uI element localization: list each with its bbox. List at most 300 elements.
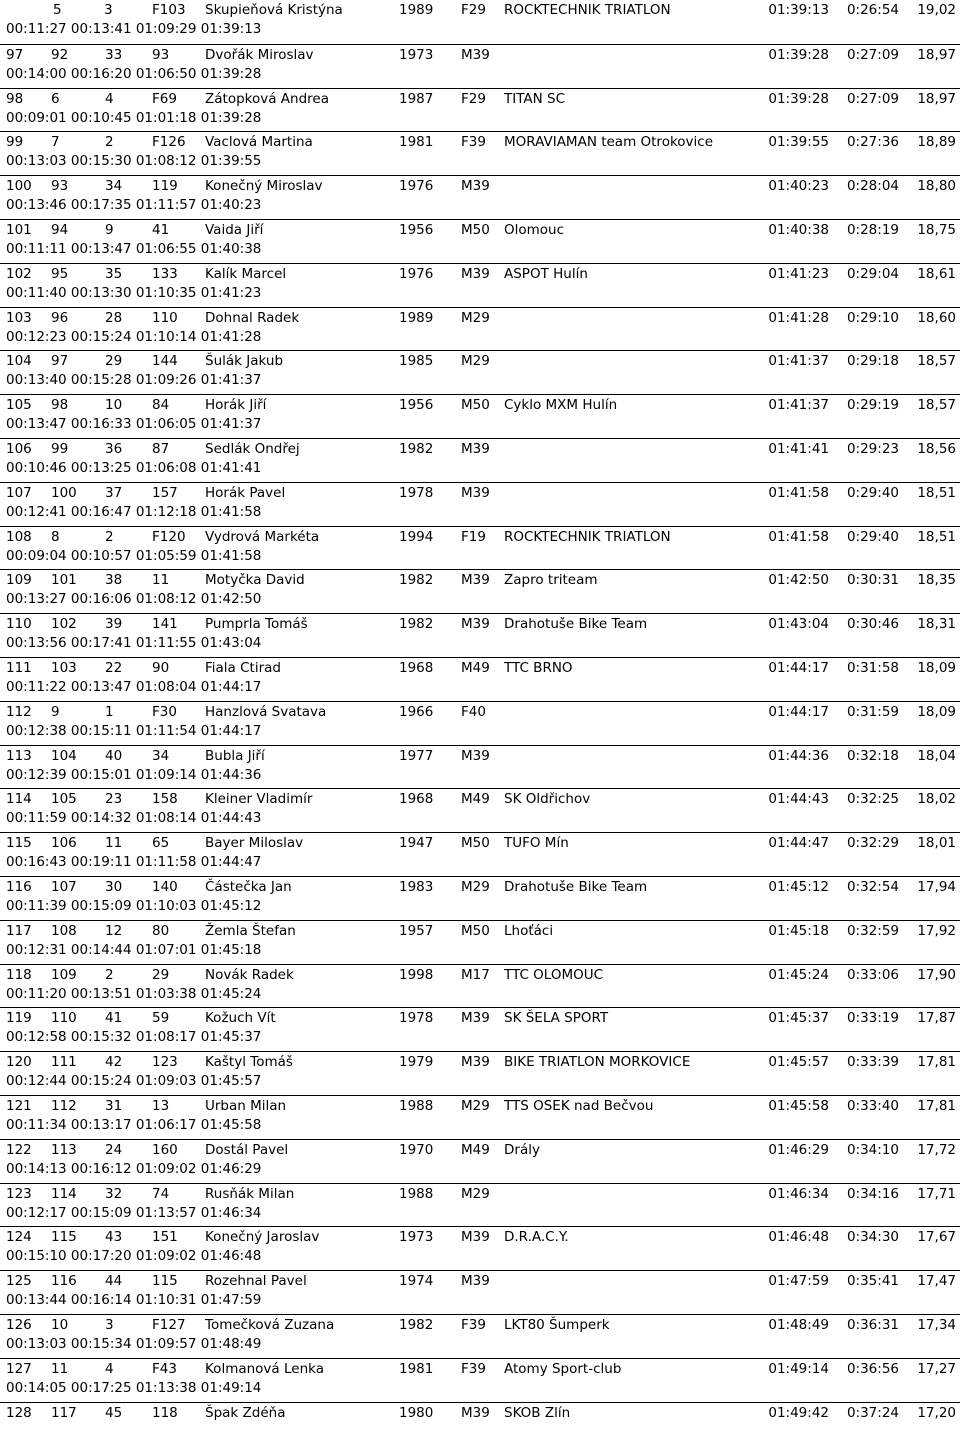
split-times: 00:13:40 00:15:28 01:09:26 01:41:37 <box>6 370 261 390</box>
average-speed: 18,57 <box>917 395 956 415</box>
category-rank: 96 <box>51 308 68 328</box>
category-rank: 112 <box>51 1096 77 1116</box>
age-category: M39 <box>461 570 490 590</box>
result-line <box>0 746 960 766</box>
finish-time: 01:44:47 <box>768 833 829 853</box>
gender-rank: 39 <box>105 614 122 634</box>
table-row <box>0 526 960 570</box>
age-category: F39 <box>461 132 486 152</box>
result-line <box>0 483 960 503</box>
athlete-name: Hanzlová Svatava <box>205 702 326 722</box>
overall-rank: 128 <box>6 1403 32 1423</box>
age-category: F40 <box>461 702 486 722</box>
category-rank: 107 <box>51 877 77 897</box>
result-line <box>0 45 960 65</box>
splits-line <box>0 414 960 434</box>
table-row <box>0 788 960 832</box>
time-behind: 0:33:39 <box>847 1052 899 1072</box>
time-behind: 0:37:24 <box>847 1403 899 1423</box>
table-row <box>0 263 960 307</box>
splits-line <box>0 1290 960 1310</box>
time-behind: 0:30:31 <box>847 570 899 590</box>
overall-rank: 100 <box>6 176 32 196</box>
splits-line <box>0 765 960 785</box>
age-category: M29 <box>461 1096 490 1116</box>
time-behind: 0:29:23 <box>847 439 899 459</box>
finish-time: 01:44:17 <box>768 702 829 722</box>
age-category: M50 <box>461 921 490 941</box>
overall-rank: 113 <box>6 746 32 766</box>
club-name: LKT80 Šumperk <box>504 1315 610 1335</box>
table-row <box>0 657 960 701</box>
birth-year: 1970 <box>399 1140 433 1160</box>
category-rank: 114 <box>51 1184 77 1204</box>
category-rank: 97 <box>51 351 68 371</box>
start-number: 144 <box>152 351 178 371</box>
table-row <box>0 1095 960 1139</box>
gender-rank: 2 <box>105 527 114 547</box>
time-behind: 0:32:29 <box>847 833 899 853</box>
age-category: M29 <box>461 351 490 371</box>
finish-time: 01:45:58 <box>768 1096 829 1116</box>
split-times: 00:12:58 00:15:32 01:08:17 01:45:37 <box>6 1027 261 1047</box>
average-speed: 17,72 <box>917 1140 956 1160</box>
time-behind: 0:29:04 <box>847 264 899 284</box>
club-name: TTC BRNO <box>504 658 573 678</box>
birth-year: 1983 <box>399 877 433 897</box>
finish-time: 01:46:48 <box>768 1227 829 1247</box>
split-times: 00:13:03 00:15:34 01:09:57 01:48:49 <box>6 1334 261 1354</box>
club-name: Drály <box>504 1140 540 1160</box>
athlete-name: Novák Radek <box>205 965 294 985</box>
category-rank: 115 <box>51 1227 77 1247</box>
overall-rank: 118 <box>6 965 32 985</box>
athlete-name: Zátopková Andrea <box>205 89 329 109</box>
gender-rank: 29 <box>105 351 122 371</box>
time-behind: 0:33:40 <box>847 1096 899 1116</box>
category-rank: 108 <box>51 921 77 941</box>
gender-rank: 3 <box>105 1315 114 1335</box>
table-row <box>0 569 960 613</box>
athlete-name: Vaclová Martina <box>205 132 313 152</box>
start-number: 65 <box>152 833 169 853</box>
start-number: 74 <box>152 1184 169 1204</box>
start-number: F43 <box>152 1359 177 1379</box>
overall-rank: 102 <box>6 264 32 284</box>
result-line <box>0 1052 960 1072</box>
gender-rank: 33 <box>105 45 122 65</box>
club-name: Drahotuše Bike Team <box>504 614 647 634</box>
category-rank: 117 <box>51 1403 77 1423</box>
average-speed: 17,27 <box>917 1359 956 1379</box>
category-rank: 94 <box>51 220 68 240</box>
start-number: 140 <box>152 877 178 897</box>
category-rank: 106 <box>51 833 77 853</box>
average-speed: 18,35 <box>917 570 956 590</box>
table-row <box>0 350 960 394</box>
category-rank: 100 <box>51 483 77 503</box>
split-times: 00:11:40 00:13:30 01:10:35 01:41:23 <box>6 283 261 303</box>
table-row <box>0 131 960 175</box>
table-row <box>0 1358 960 1402</box>
overall-rank: 5 <box>53 0 62 20</box>
gender-rank: 38 <box>105 570 122 590</box>
splits-line <box>0 502 960 522</box>
age-category: M50 <box>461 833 490 853</box>
gender-rank: 43 <box>105 1227 122 1247</box>
club-name: TITAN SC <box>504 89 565 109</box>
time-behind: 0:32:54 <box>847 877 899 897</box>
gender-rank: 31 <box>105 1096 122 1116</box>
table-row <box>0 307 960 351</box>
average-speed: 18,75 <box>917 220 956 240</box>
average-speed: 17,67 <box>917 1227 956 1247</box>
age-category: M39 <box>461 1271 490 1291</box>
splits-line <box>0 239 960 259</box>
result-line <box>0 1227 960 1247</box>
table-row <box>0 1226 960 1270</box>
splits-line <box>0 19 960 39</box>
age-category: M49 <box>461 1140 490 1160</box>
start-number: F127 <box>152 1315 186 1335</box>
finish-time: 01:39:13 <box>768 0 829 20</box>
age-category: M39 <box>461 439 490 459</box>
age-category: M39 <box>461 176 490 196</box>
average-speed: 18,57 <box>917 351 956 371</box>
average-speed: 18,09 <box>917 702 956 722</box>
average-speed: 17,71 <box>917 1184 956 1204</box>
average-speed: 17,81 <box>917 1096 956 1116</box>
category-rank: 113 <box>51 1140 77 1160</box>
start-number: 34 <box>152 746 169 766</box>
result-line <box>0 0 960 20</box>
gender-rank: 37 <box>105 483 122 503</box>
gender-rank: 41 <box>105 1008 122 1028</box>
table-row <box>0 876 960 920</box>
birth-year: 1979 <box>399 1052 433 1072</box>
finish-time: 01:40:23 <box>768 176 829 196</box>
split-times: 00:12:41 00:16:47 01:12:18 01:41:58 <box>6 502 261 522</box>
overall-rank: 101 <box>6 220 32 240</box>
splits-line <box>0 721 960 741</box>
finish-time: 01:44:43 <box>768 789 829 809</box>
gender-rank: 45 <box>105 1403 122 1423</box>
finish-time: 01:46:29 <box>768 1140 829 1160</box>
club-name: Olomouc <box>504 220 564 240</box>
birth-year: 1988 <box>399 1184 433 1204</box>
time-behind: 0:32:18 <box>847 746 899 766</box>
club-name: Lhoťáci <box>504 921 553 941</box>
time-behind: 0:31:59 <box>847 702 899 722</box>
result-line <box>0 176 960 196</box>
club-name: TTS OSEK nad Bečvou <box>504 1096 653 1116</box>
overall-rank: 107 <box>6 483 32 503</box>
split-times: 00:12:39 00:15:01 01:09:14 01:44:36 <box>6 765 261 785</box>
age-category: M39 <box>461 746 490 766</box>
birth-year: 1985 <box>399 351 433 371</box>
gender-rank: 36 <box>105 439 122 459</box>
start-number: 84 <box>152 395 169 415</box>
age-category: M39 <box>461 1403 490 1423</box>
start-number: 59 <box>152 1008 169 1028</box>
splits-line <box>0 984 960 1004</box>
overall-rank: 99 <box>6 132 23 152</box>
split-times: 00:15:10 00:17:20 01:09:02 01:46:48 <box>6 1246 261 1266</box>
result-line <box>0 1184 960 1204</box>
finish-time: 01:41:23 <box>768 264 829 284</box>
birth-year: 1973 <box>399 1227 433 1247</box>
birth-year: 1956 <box>399 395 433 415</box>
athlete-name: Dvořák Miroslav <box>205 45 314 65</box>
finish-time: 01:41:58 <box>768 483 829 503</box>
time-behind: 0:29:10 <box>847 308 899 328</box>
category-rank: 9 <box>51 702 60 722</box>
result-line <box>0 702 960 722</box>
club-name: Atomy Sport-club <box>504 1359 621 1379</box>
age-category: M39 <box>461 1052 490 1072</box>
athlete-name: Motyčka David <box>205 570 305 590</box>
age-category: F39 <box>461 1359 486 1379</box>
gender-rank: F103 <box>152 0 186 20</box>
splits-line <box>0 940 960 960</box>
average-speed: 18,51 <box>917 483 956 503</box>
finish-time: 01:42:50 <box>768 570 829 590</box>
age-category: M39 <box>461 45 490 65</box>
birth-year: 1968 <box>399 658 433 678</box>
club-name: TTC OLOMOUC <box>504 965 603 985</box>
category-rank: 99 <box>51 439 68 459</box>
birth-year: 1976 <box>399 264 433 284</box>
average-speed: 17,34 <box>917 1315 956 1335</box>
birth-year: 1978 <box>399 1008 433 1028</box>
club-name: BIKE TRIATLON MORKOVICE <box>504 1052 690 1072</box>
finish-time: 01:44:36 <box>768 746 829 766</box>
result-line <box>0 833 960 853</box>
birth-year: 1989 <box>399 0 433 20</box>
average-speed: 18,97 <box>917 89 956 109</box>
split-times: 00:11:11 00:13:47 01:06:55 01:40:38 <box>6 239 261 259</box>
category-rank: 111 <box>51 1052 77 1072</box>
overall-rank: 126 <box>6 1315 32 1335</box>
club-name: TUFO Mín <box>504 833 569 853</box>
birth-year: 1956 <box>399 220 433 240</box>
overall-rank: 119 <box>6 1008 32 1028</box>
start-number: 160 <box>152 1140 178 1160</box>
finish-time: 01:39:28 <box>768 45 829 65</box>
table-row <box>0 1007 960 1051</box>
club-name: D.R.A.C.Y. <box>504 1227 569 1247</box>
gender-rank: 32 <box>105 1184 122 1204</box>
time-behind: 0:34:30 <box>847 1227 899 1247</box>
result-line <box>0 395 960 415</box>
age-category: M39 <box>461 614 490 634</box>
split-times: 00:12:31 00:14:44 01:07:01 01:45:18 <box>6 940 261 960</box>
time-behind: 0:34:10 <box>847 1140 899 1160</box>
result-line <box>0 789 960 809</box>
athlete-name: Vydrová Markéta <box>205 527 319 547</box>
athlete-name: Tomečková Zuzana <box>205 1315 334 1335</box>
overall-rank: 97 <box>6 45 23 65</box>
split-times: 00:12:44 00:15:24 01:09:03 01:45:57 <box>6 1071 261 1091</box>
birth-year: 1994 <box>399 527 433 547</box>
birth-year: 1966 <box>399 702 433 722</box>
gender-rank: 4 <box>105 89 114 109</box>
average-speed: 18,60 <box>917 308 956 328</box>
age-category: M39 <box>461 1008 490 1028</box>
table-row <box>0 88 960 132</box>
average-speed: 17,94 <box>917 877 956 897</box>
splits-line <box>0 589 960 609</box>
birth-year: 1982 <box>399 1315 433 1335</box>
finish-time: 01:40:38 <box>768 220 829 240</box>
start-number: Skupieňová Kristýna <box>205 0 343 20</box>
time-behind: 0:28:19 <box>847 220 899 240</box>
average-speed: 17,20 <box>917 1403 956 1423</box>
time-behind: 0:27:36 <box>847 132 899 152</box>
start-number: 41 <box>152 220 169 240</box>
finish-time: 01:45:37 <box>768 1008 829 1028</box>
time-behind: 0:28:04 <box>847 176 899 196</box>
gender-rank: 35 <box>105 264 122 284</box>
category-rank: 10 <box>51 1315 68 1335</box>
gender-rank: 9 <box>105 220 114 240</box>
result-line <box>0 965 960 985</box>
birth-year: 1981 <box>399 132 433 152</box>
result-line <box>0 1271 960 1291</box>
split-times: 00:12:23 00:15:24 01:10:14 01:41:28 <box>6 327 261 347</box>
result-line <box>0 1315 960 1335</box>
overall-rank: 111 <box>6 658 32 678</box>
split-times: 00:13:27 00:16:06 01:08:12 01:42:50 <box>6 589 261 609</box>
table-row <box>0 1402 960 1445</box>
time-behind: 0:32:25 <box>847 789 899 809</box>
birth-year: 1973 <box>399 45 433 65</box>
athlete-name: Kaštyl Tomáš <box>205 1052 293 1072</box>
club-name: Cyklo MXM Hulín <box>504 395 617 415</box>
gender-rank: 10 <box>105 395 122 415</box>
time-behind: 0:27:09 <box>847 45 899 65</box>
overall-rank: 123 <box>6 1184 32 1204</box>
category-rank: 110 <box>51 1008 77 1028</box>
result-line <box>0 264 960 284</box>
athlete-name: Rozehnal Pavel <box>205 1271 307 1291</box>
category-rank: 102 <box>51 614 77 634</box>
result-line <box>0 308 960 328</box>
club-name: MORAVIAMAN team Otrokovice <box>504 132 713 152</box>
average-speed: 18,97 <box>917 45 956 65</box>
split-times: 00:11:39 00:15:09 01:10:03 01:45:12 <box>6 896 261 916</box>
finish-time: 01:39:55 <box>768 132 829 152</box>
split-times: 00:11:27 00:13:41 01:09:29 01:39:13 <box>6 19 261 39</box>
start-number: 93 <box>152 45 169 65</box>
splits-line <box>0 458 960 478</box>
result-line <box>0 1359 960 1379</box>
split-times: 00:13:47 00:16:33 01:06:05 01:41:37 <box>6 414 261 434</box>
splits-line <box>0 1027 960 1047</box>
club-name: SKOB Zlín <box>504 1403 570 1423</box>
time-behind: 0:29:40 <box>847 483 899 503</box>
average-speed: 18,51 <box>917 527 956 547</box>
athlete-name: Bayer Miloslav <box>205 833 303 853</box>
time-behind: 0:29:19 <box>847 395 899 415</box>
split-times: 00:09:01 00:10:45 01:01:18 01:39:28 <box>6 108 261 128</box>
athlete-name: Rusňák Milan <box>205 1184 294 1204</box>
split-times: 00:11:20 00:13:51 01:03:38 01:45:24 <box>6 984 261 1004</box>
table-row <box>0 1270 960 1314</box>
category-rank: 92 <box>51 45 68 65</box>
result-line <box>0 1008 960 1028</box>
overall-rank: 112 <box>6 702 32 722</box>
overall-rank: 103 <box>6 308 32 328</box>
start-number: 11 <box>152 570 169 590</box>
average-speed: 18,61 <box>917 264 956 284</box>
start-number: F120 <box>152 527 186 547</box>
category-rank: 98 <box>51 395 68 415</box>
splits-line <box>0 1422 960 1442</box>
finish-time: 01:43:04 <box>768 614 829 634</box>
average-speed: 18,02 <box>917 789 956 809</box>
category-rank: 104 <box>51 746 77 766</box>
split-times: 00:11:22 00:13:47 01:08:04 01:44:17 <box>6 677 261 697</box>
gender-rank: 24 <box>105 1140 122 1160</box>
age-category: F29 <box>461 89 486 109</box>
overall-rank: 109 <box>6 570 32 590</box>
finish-time: 01:45:18 <box>768 921 829 941</box>
time-behind: 0:29:40 <box>847 527 899 547</box>
finish-time: 01:44:17 <box>768 658 829 678</box>
gender-rank: 22 <box>105 658 122 678</box>
athlete-name: Sedlák Ondřej <box>205 439 300 459</box>
age-category: M17 <box>461 965 490 985</box>
average-speed: 18,04 <box>917 746 956 766</box>
athlete-name: Dostál Pavel <box>205 1140 288 1160</box>
gender-rank: 1 <box>105 702 114 722</box>
finish-time: 01:41:41 <box>768 439 829 459</box>
splits-line <box>0 370 960 390</box>
table-row <box>0 219 960 263</box>
athlete-name: Špak Zdéňa <box>205 1403 285 1423</box>
result-line <box>0 351 960 371</box>
time-behind: 0:27:09 <box>847 89 899 109</box>
split-times: 00:14:13 00:16:12 01:09:02 01:46:29 <box>6 1159 261 1179</box>
splits-line <box>0 852 960 872</box>
splits-line <box>0 1378 960 1398</box>
time-behind: 0:36:31 <box>847 1315 899 1335</box>
time-behind: 0:31:58 <box>847 658 899 678</box>
result-line <box>0 1096 960 1116</box>
splits-line <box>0 1203 960 1223</box>
start-number: F30 <box>152 702 177 722</box>
average-speed: 18,09 <box>917 658 956 678</box>
overall-rank: 104 <box>6 351 32 371</box>
finish-time: 01:41:37 <box>768 351 829 371</box>
split-times: 00:14:05 00:17:25 01:13:38 01:49:14 <box>6 1378 261 1398</box>
start-number: F69 <box>152 89 177 109</box>
category-rank: 93 <box>51 176 68 196</box>
splits-line <box>0 1071 960 1091</box>
start-number: 158 <box>152 789 178 809</box>
start-number: F126 <box>152 132 186 152</box>
table-row <box>0 964 960 1008</box>
birth-year: 1987 <box>399 89 433 109</box>
birth-year: 1982 <box>399 570 433 590</box>
splits-line <box>0 195 960 215</box>
category-rank: 11 <box>51 1359 68 1379</box>
age-category: M29 <box>461 1184 490 1204</box>
overall-rank: 117 <box>6 921 32 941</box>
time-behind: 0:35:41 <box>847 1271 899 1291</box>
birth-year: 1981 <box>399 1359 433 1379</box>
